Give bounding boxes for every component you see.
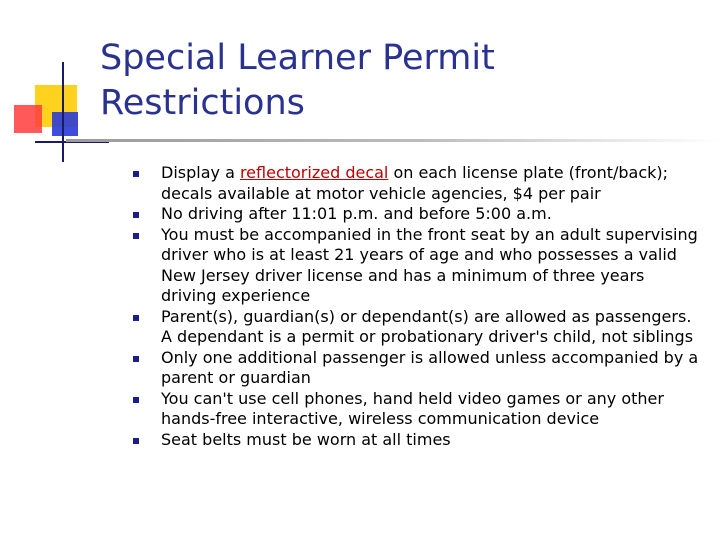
restrictions-list: [133, 163, 703, 450]
decorative-red-square: [14, 105, 42, 133]
bullet-text: You must be accompanied in the front seat by an adult supervising driver who is at least 21 years of age and who possesses a valid New Jersey driver license and has a minimum of three years driving experience: [161, 224, 698, 305]
bullet-text: You can't use cell phones, hand held video games or any other hands-free interactive, wireless communication device: [161, 388, 664, 428]
bullet-item-curfew: [133, 204, 703, 225]
bullet-text: Only one additional passenger is allowed unless accompanied by a parent or guardian: [161, 347, 699, 387]
square-bullet-icon: [133, 356, 139, 362]
bullet-item-seat-belts: [133, 430, 703, 451]
bullet-text: Parent(s), guardian(s) or dependant(s) are allowed as passengers. A dependant is a permit or probationary driver's child, not siblings: [161, 306, 694, 346]
bullet-item-allowed-passengers: [133, 307, 703, 348]
slide-title-line-2: Restrictions: [100, 83, 305, 123]
square-bullet-icon: [133, 212, 139, 218]
title-underline-rule: [66, 139, 720, 142]
square-bullet-icon: [133, 397, 139, 403]
bullet-text: No driving after 11:01 p.m. and before 5:00 a.m.: [161, 204, 552, 223]
reflectorized-decal-link[interactable]: reflectorized decal: [239, 163, 389, 182]
bullet-text-part: on each license plate (front/back); decals available at motor vehicle agencies, $4 per pair: [161, 163, 669, 203]
decorative-blue-square: [52, 112, 78, 136]
square-bullet-icon: [133, 171, 139, 177]
slide-title: [100, 36, 700, 126]
slide-title-line-1: Special Learner Permit: [100, 38, 495, 78]
square-bullet-icon: [133, 315, 139, 321]
bullet-item-one-passenger: [133, 348, 703, 389]
bullet-text: Seat belts must be worn at all times: [161, 429, 451, 449]
decorative-vertical-line: [62, 62, 64, 162]
bullet-item-no-devices: [133, 389, 703, 430]
bullet-item-supervising-driver: [133, 225, 703, 307]
bullet-text-part: Display a: [161, 163, 240, 182]
bullet-item-decal: [133, 163, 703, 204]
square-bullet-icon: [133, 233, 139, 239]
square-bullet-icon: [133, 438, 139, 444]
